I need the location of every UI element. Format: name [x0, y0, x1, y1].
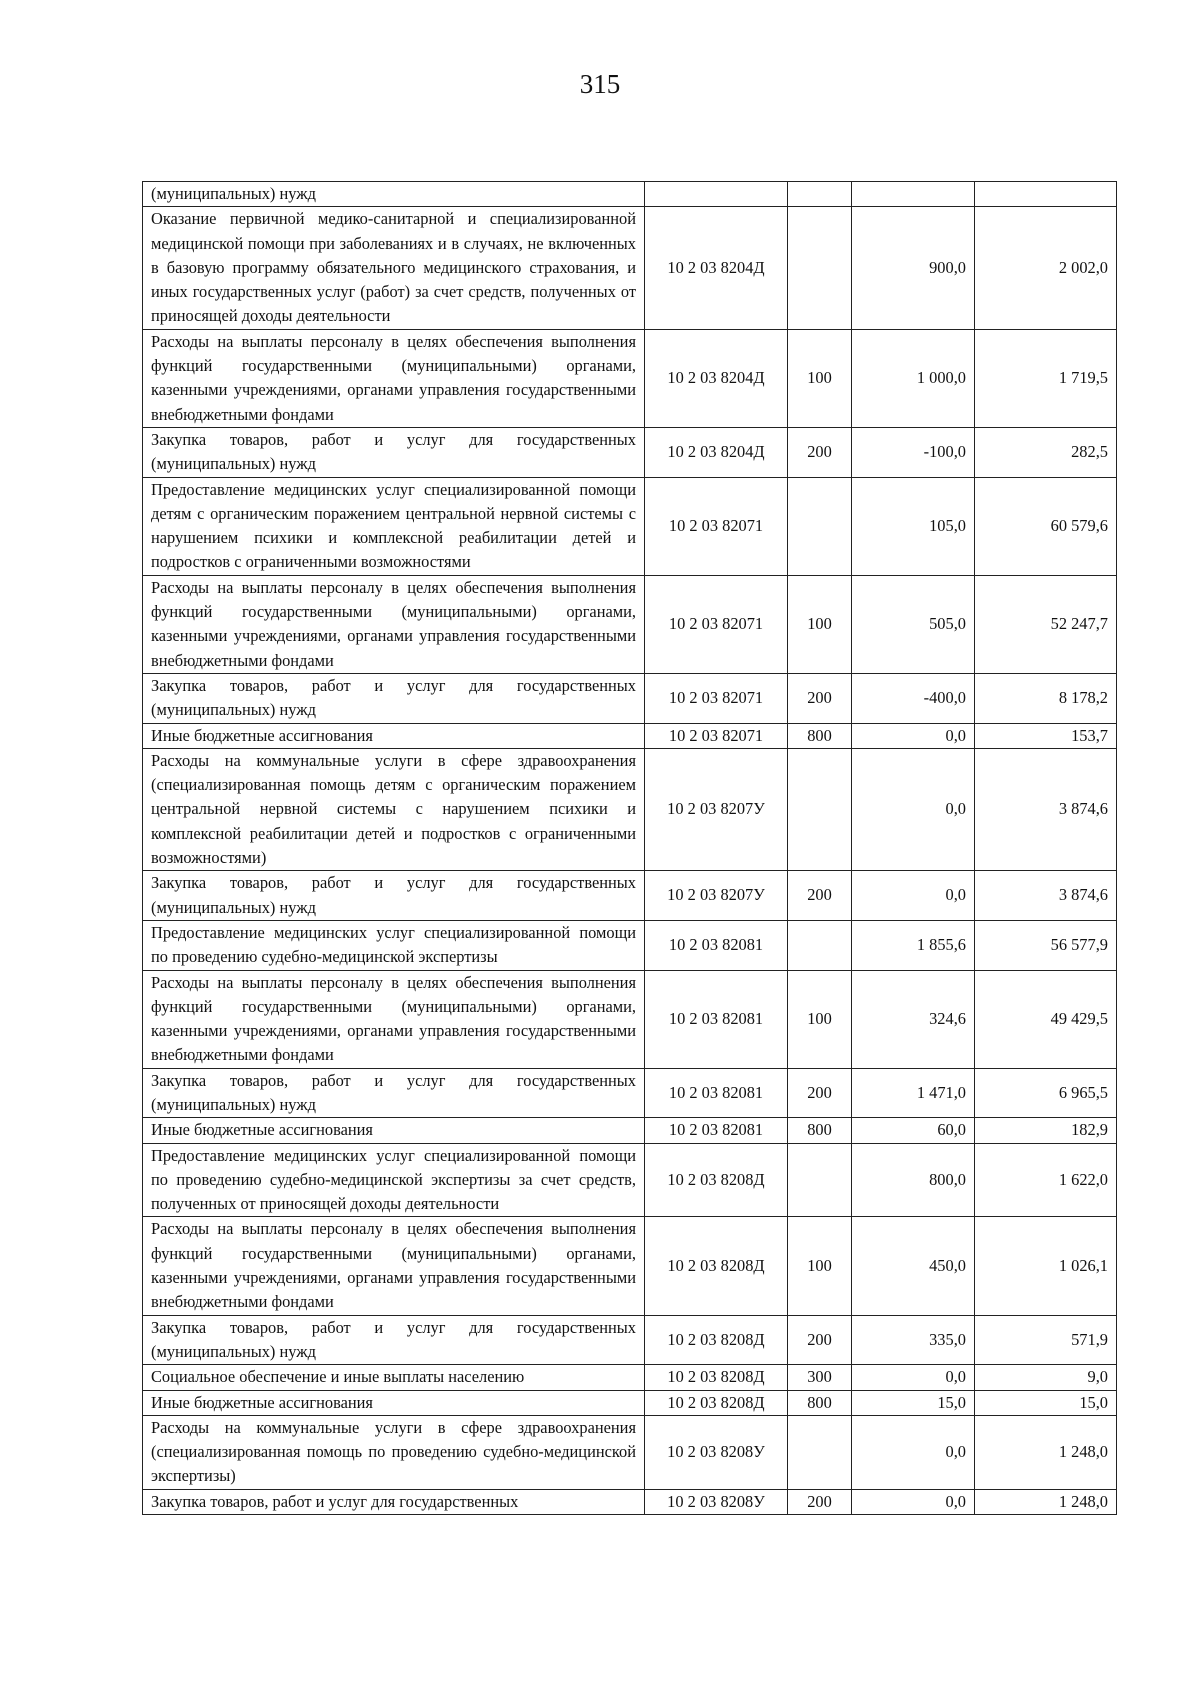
expense-type-cell — [788, 477, 852, 575]
budget-code-cell: 10 2 03 8208Д — [645, 1365, 788, 1390]
expense-type-cell — [788, 748, 852, 870]
total-amount-cell: 9,0 — [975, 1365, 1117, 1390]
total-amount-cell: 15,0 — [975, 1390, 1117, 1415]
change-amount-cell: 0,0 — [852, 1489, 975, 1514]
expense-type-cell — [788, 920, 852, 970]
expense-name-cell: Социальное обеспечение и иные выплаты населению — [143, 1365, 645, 1390]
budget-code-cell: 10 2 03 82081 — [645, 1068, 788, 1118]
expense-name-cell: Закупка товаров, работ и услуг для государственных (муниципальных) нужд — [143, 427, 645, 477]
budget-table-body — [143, 182, 1117, 1515]
expense-name-cell: Предоставление медицинских услуг специализированной помощи детям с органическим поражением центральной нервной системы с нарушением психики и комплексной реабилитации детей и подростков с ограниченными возможностями — [143, 477, 645, 575]
table-row — [143, 477, 1117, 575]
expense-type-cell — [788, 207, 852, 329]
budget-code-cell — [645, 182, 788, 207]
change-amount-cell: 0,0 — [852, 871, 975, 921]
expense-name-cell: Расходы на коммунальные услуги в сфере здравоохранения (специализированная помощь детям с органическим поражением центральной нервной системы с нарушением психики и комплексной реабилитации детей и подростков с ограниченными возможностями) — [143, 748, 645, 870]
change-amount-cell: 0,0 — [852, 1415, 975, 1489]
table-row — [143, 673, 1117, 723]
table-row — [143, 1118, 1117, 1143]
table-row — [143, 1217, 1117, 1315]
table-row — [143, 329, 1117, 427]
change-amount-cell: 15,0 — [852, 1390, 975, 1415]
budget-code-cell: 10 2 03 8208Д — [645, 1315, 788, 1365]
total-amount-cell: 1 622,0 — [975, 1143, 1117, 1217]
change-amount-cell: 0,0 — [852, 748, 975, 870]
page-number: 315 — [579, 69, 621, 99]
expense-name-cell: Расходы на выплаты персоналу в целях обеспечения выполнения функций государственными (муниципальными) органами, казенными учреждениями, органами управления государственными внебюджетными фондами — [143, 575, 645, 673]
budget-code-cell: 10 2 03 8204Д — [645, 207, 788, 329]
total-amount-cell: 60 579,6 — [975, 477, 1117, 575]
budget-code-cell: 10 2 03 8208У — [645, 1415, 788, 1489]
budget-code-cell: 10 2 03 8208Д — [645, 1143, 788, 1217]
budget-code-cell: 10 2 03 82071 — [645, 477, 788, 575]
total-amount-cell: 2 002,0 — [975, 207, 1117, 329]
change-amount-cell: -400,0 — [852, 673, 975, 723]
budget-code-cell: 10 2 03 8207У — [645, 748, 788, 870]
expense-type-cell: 200 — [788, 1489, 852, 1514]
change-amount-cell: 60,0 — [852, 1118, 975, 1143]
expense-name-cell: Расходы на выплаты персоналу в целях обеспечения выполнения функций государственными (муниципальными) органами, казенными учреждениями, органами управления государственными внебюджетными фондами — [143, 329, 645, 427]
expense-name-cell: Расходы на коммунальные услуги в сфере здравоохранения (специализированная помощь по проведению судебно-медицинской экспертизы) — [143, 1415, 645, 1489]
table-row — [143, 1489, 1117, 1514]
total-amount-cell: 8 178,2 — [975, 673, 1117, 723]
budget-code-cell: 10 2 03 8208Д — [645, 1217, 788, 1315]
expense-type-cell — [788, 182, 852, 207]
expense-type-cell: 300 — [788, 1365, 852, 1390]
expense-name-cell: Иные бюджетные ассигнования — [143, 1390, 645, 1415]
expense-name-cell: Закупка товаров, работ и услуг для государственных (муниципальных) нужд — [143, 871, 645, 921]
expense-name-cell: Закупка товаров, работ и услуг для государственных — [143, 1489, 645, 1514]
expense-type-cell: 800 — [788, 1390, 852, 1415]
total-amount-cell: 282,5 — [975, 427, 1117, 477]
expense-type-cell — [788, 1415, 852, 1489]
change-amount-cell: 505,0 — [852, 575, 975, 673]
total-amount-cell: 1 248,0 — [975, 1415, 1117, 1489]
expense-type-cell: 200 — [788, 871, 852, 921]
expense-type-cell: 100 — [788, 575, 852, 673]
change-amount-cell: 0,0 — [852, 1365, 975, 1390]
change-amount-cell: 0,0 — [852, 723, 975, 748]
budget-code-cell: 10 2 03 8204Д — [645, 329, 788, 427]
total-amount-cell: 6 965,5 — [975, 1068, 1117, 1118]
expense-name-cell: Оказание первичной медико-санитарной и специализированной медицинской помощи при заболеваниях и в случаях, не включенных в базовую программу обязательного медицинского страхования, и иных государственных услуг (работ) за счет средств, полученных от приносящей доходы деятельности — [143, 207, 645, 329]
budget-code-cell: 10 2 03 82081 — [645, 1118, 788, 1143]
table-row — [143, 920, 1117, 970]
total-amount-cell: 49 429,5 — [975, 970, 1117, 1068]
total-amount-cell: 182,9 — [975, 1118, 1117, 1143]
expense-type-cell: 100 — [788, 970, 852, 1068]
table-row — [143, 427, 1117, 477]
expense-name-cell: Закупка товаров, работ и услуг для государственных (муниципальных) нужд — [143, 1068, 645, 1118]
expense-type-cell: 200 — [788, 427, 852, 477]
expense-type-cell: 200 — [788, 1315, 852, 1365]
table-row — [143, 1068, 1117, 1118]
expense-name-cell: Расходы на выплаты персоналу в целях обеспечения выполнения функций государственными (муниципальными) органами, казенными учреждениями, органами управления государственными внебюджетными фондами — [143, 970, 645, 1068]
table-row — [143, 207, 1117, 329]
expense-name-cell: Закупка товаров, работ и услуг для государственных (муниципальных) нужд — [143, 673, 645, 723]
expense-name-cell: Закупка товаров, работ и услуг для государственных (муниципальных) нужд — [143, 1315, 645, 1365]
budget-code-cell: 10 2 03 82081 — [645, 920, 788, 970]
change-amount-cell: 1 855,6 — [852, 920, 975, 970]
change-amount-cell: 900,0 — [852, 207, 975, 329]
total-amount-cell: 571,9 — [975, 1315, 1117, 1365]
table-row — [143, 723, 1117, 748]
expense-type-cell: 100 — [788, 1217, 852, 1315]
budget-code-cell: 10 2 03 8208Д — [645, 1390, 788, 1415]
budget-code-cell: 10 2 03 82071 — [645, 575, 788, 673]
budget-table — [142, 181, 1117, 1515]
table-row — [143, 748, 1117, 870]
table-row — [143, 1143, 1117, 1217]
expense-name-cell: Иные бюджетные ассигнования — [143, 723, 645, 748]
table-row — [143, 1415, 1117, 1489]
change-amount-cell: 450,0 — [852, 1217, 975, 1315]
change-amount-cell: 324,6 — [852, 970, 975, 1068]
budget-code-cell: 10 2 03 8208У — [645, 1489, 788, 1514]
table-row — [143, 575, 1117, 673]
total-amount-cell: 52 247,7 — [975, 575, 1117, 673]
table-row — [143, 182, 1117, 207]
total-amount-cell: 56 577,9 — [975, 920, 1117, 970]
change-amount-cell: -100,0 — [852, 427, 975, 477]
expense-type-cell: 800 — [788, 723, 852, 748]
budget-code-cell: 10 2 03 82081 — [645, 970, 788, 1068]
expense-type-cell: 200 — [788, 1068, 852, 1118]
budget-code-cell: 10 2 03 8207У — [645, 871, 788, 921]
table-row — [143, 1390, 1117, 1415]
table-row — [143, 871, 1117, 921]
expense-type-cell: 800 — [788, 1118, 852, 1143]
budget-code-cell: 10 2 03 82071 — [645, 673, 788, 723]
expense-name-cell: (муниципальных) нужд — [143, 182, 645, 207]
expense-type-cell: 200 — [788, 673, 852, 723]
change-amount-cell — [852, 182, 975, 207]
change-amount-cell: 800,0 — [852, 1143, 975, 1217]
change-amount-cell: 1 471,0 — [852, 1068, 975, 1118]
total-amount-cell: 1 719,5 — [975, 329, 1117, 427]
table-row — [143, 1365, 1117, 1390]
expense-type-cell: 100 — [788, 329, 852, 427]
budget-code-cell: 10 2 03 82071 — [645, 723, 788, 748]
expense-name-cell: Предоставление медицинских услуг специализированной помощи по проведению судебно-медицинской экспертизы за счет средств, полученных от приносящей доходы деятельности — [143, 1143, 645, 1217]
change-amount-cell: 1 000,0 — [852, 329, 975, 427]
change-amount-cell: 105,0 — [852, 477, 975, 575]
expense-name-cell: Расходы на выплаты персоналу в целях обеспечения выполнения функций государственными (муниципальными) органами, казенными учреждениями, органами управления государственными внебюджетными фондами — [143, 1217, 645, 1315]
total-amount-cell: 1 248,0 — [975, 1489, 1117, 1514]
expense-type-cell — [788, 1143, 852, 1217]
total-amount-cell: 3 874,6 — [975, 748, 1117, 870]
expense-name-cell: Иные бюджетные ассигнования — [143, 1118, 645, 1143]
change-amount-cell: 335,0 — [852, 1315, 975, 1365]
table-row — [143, 970, 1117, 1068]
total-amount-cell: 153,7 — [975, 723, 1117, 748]
table-row — [143, 1315, 1117, 1365]
expense-name-cell: Предоставление медицинских услуг специализированной помощи по проведению судебно-медицинской экспертизы — [143, 920, 645, 970]
total-amount-cell: 1 026,1 — [975, 1217, 1117, 1315]
total-amount-cell — [975, 182, 1117, 207]
budget-code-cell: 10 2 03 8204Д — [645, 427, 788, 477]
total-amount-cell: 3 874,6 — [975, 871, 1117, 921]
